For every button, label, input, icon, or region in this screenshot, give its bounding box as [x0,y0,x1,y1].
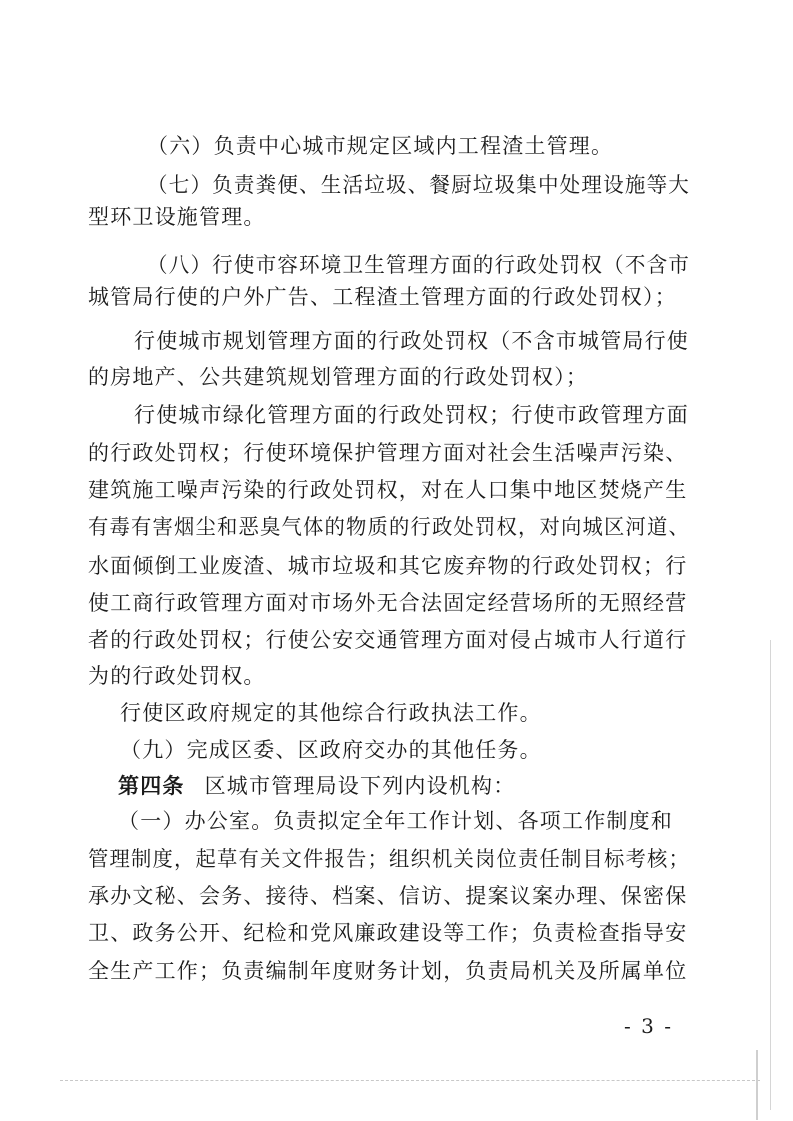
paragraph-line: 城管局行使的户外广告、工程渣土管理方面的行政处罚权）； [88,285,677,309]
paragraph-line: （七）负责粪便、生活垃圾、餐厨垃圾集中处理设施等大 [147,173,691,197]
paragraph-line: 的房地产、公共建筑规划管理方面的行政处罚权）； [88,365,589,389]
paragraph-line: 卫、政务公开、纪检和党风廉政建设等工作；负责检查指导安 [88,921,688,945]
paragraph-line: 型环卫设施管理。 [88,205,266,229]
paragraph-line: 管理制度，起草有关文件报告；组织机关岗位责任制目标考核； [88,847,691,871]
paragraph-line: 为的行政处罚权。 [88,664,266,688]
page-number: - 3 - [624,1014,673,1038]
paragraph-line: 建筑施工噪声污染的行政处罚权，对在人口集中地区焚烧产生 [88,478,688,502]
paragraph-line: 行使城市规划管理方面的行政处罚权（不含市城管局行使 [134,329,689,353]
article-label: 第四条 [118,773,185,798]
scan-artifact-edge [756,1050,758,1120]
paragraph-line: 者的行政处罚权；行使公安交通管理方面对侵占城市人行道行 [88,628,688,652]
paragraph-line: 行使城市绿化管理方面的行政处罚权；行使市政管理方面 [134,403,689,427]
paragraph-line: 有毒有害烟尘和恶臭气体的物质的行政处罚权，对向城区河道、 [88,515,691,539]
scan-artifact-edge [770,640,771,1110]
article-text: 区城市管理局设下列内设机构： [204,774,516,798]
paragraph-line: （八）行使市容环境卫生管理方面的行政处罚权（不含市 [147,253,691,277]
paragraph-line: （一）办公室。负责拟定全年工作计划、各项工作制度和 [118,809,673,833]
paragraph-line: 水面倾倒工业废渣、城市垃圾和其它废弃物的行政处罚权；行 [88,554,688,578]
paragraph-line: 承办文秘、会务、接待、档案、信访、提案议案办理、保密保 [88,884,688,908]
scan-artifact-line [60,1080,760,1082]
paragraph-line: 全生产工作；负责编制年度财务计划，负责局机关及所属单位 [88,959,688,983]
paragraph-line: 的行政处罚权；行使环境保护管理方面对社会生活噪声污染、 [88,441,688,465]
paragraph-line: （六）负责中心城市规定区域内工程渣土管理。 [147,134,614,158]
paragraph-line: （九）完成区委、区政府交办的其他任务。 [120,738,542,762]
paragraph-line: 使工商行政管理方面对市场外无合法固定经营场所的无照经营 [88,591,688,615]
paragraph-line: 行使区政府规定的其他综合行政执法工作。 [120,701,542,725]
article-line [118,773,515,799]
